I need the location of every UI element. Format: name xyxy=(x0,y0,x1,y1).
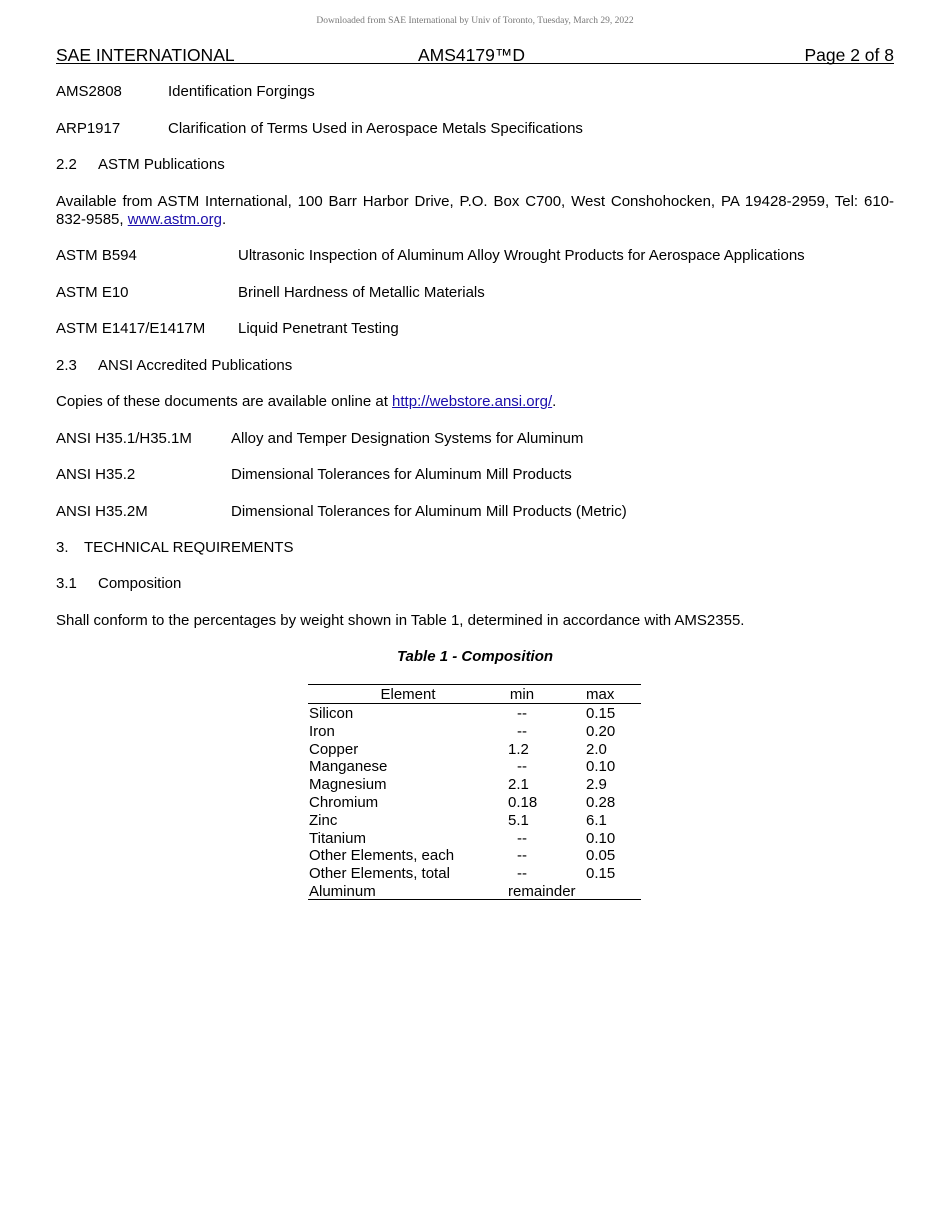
ref-code: ASTM E1417/E1417M xyxy=(56,320,206,337)
ref-title: Liquid Penetrant Testing xyxy=(238,320,399,337)
table-cell-max: 2.0 xyxy=(586,740,607,758)
ref-code: ASTM B594 xyxy=(56,247,137,264)
table-cell-min: -- xyxy=(517,829,527,847)
table-cell-min: 1.2 xyxy=(508,740,529,758)
table-cell-min: 5.1 xyxy=(508,811,529,829)
section-title: TECHNICAL REQUIREMENTS xyxy=(84,539,294,556)
section-number: 3. xyxy=(56,539,69,556)
table-cell-max: 2.9 xyxy=(586,776,607,794)
table-cell-min: -- xyxy=(517,865,527,883)
section-number: 2.2 xyxy=(56,156,77,173)
ref-title: Identification Forgings xyxy=(168,83,315,100)
ref-code: ANSI H35.1/H35.1M xyxy=(56,430,192,447)
table-top-rule xyxy=(308,684,641,685)
table-cell-max: 0.10 xyxy=(586,758,616,776)
table-cell-element: Other Elements, total xyxy=(309,865,450,883)
column-header-element: Element xyxy=(380,686,436,703)
table-cell-element: Iron xyxy=(309,722,335,740)
table-cell-min: -- xyxy=(517,705,527,722)
ansi-webstore-link[interactable]: http://webstore.ansi.org/ xyxy=(392,393,553,410)
ref-title: Alloy and Temper Designation Systems for Aluminum xyxy=(231,430,584,447)
table-cell-element: Other Elements, each xyxy=(309,847,455,865)
table-cell-min: -- xyxy=(517,758,527,776)
section-title: ASTM Publications xyxy=(98,156,225,173)
table-cell-max: 0.15 xyxy=(586,865,616,883)
table-cell-max: 0.10 xyxy=(586,829,616,847)
table-cell-min: remainder xyxy=(508,883,576,900)
section-title: ANSI Accredited Publications xyxy=(98,357,293,374)
ref-code: ASTM E10 xyxy=(56,284,129,301)
ref-title: Dimensional Tolerances for Aluminum Mill Products xyxy=(231,466,572,483)
ref-code: ARP1917 xyxy=(56,120,121,137)
table-cell-element: Copper xyxy=(309,740,359,758)
composition-paragraph: Shall conform to the percentages by weight shown in Table 1, determined in accordance with AMS2355. xyxy=(56,612,745,629)
section-number: 2.3 xyxy=(56,357,77,374)
table-cell-min: 2.1 xyxy=(508,776,529,794)
ref-title: Brinell Hardness of Metallic Materials xyxy=(238,284,485,301)
header-doc-id: AMS4179™D xyxy=(418,45,525,65)
ansi-intro-text: Copies of these documents are available online at xyxy=(56,393,393,410)
astm-intro-text: Available from ASTM International, 100 Barr Harbor Drive, P.O. Box C700, West Conshohocken, PA 19428-2959, Tel: 610-832-9585, xyxy=(56,193,894,228)
header-page: Page 2 of 8 xyxy=(804,45,894,65)
download-notice: Downloaded from SAE International by Univ of Toronto, Tuesday, March 29, 2022 xyxy=(316,16,634,26)
table-bottom-rule xyxy=(308,899,641,900)
table-cell-element: Manganese xyxy=(309,758,388,776)
table-cell-min: -- xyxy=(517,722,527,740)
table-cell-max: 0.05 xyxy=(586,847,616,865)
table-cell-max: 0.28 xyxy=(586,794,616,811)
ref-code: ANSI H35.2 xyxy=(56,466,136,483)
table-header-rule xyxy=(308,703,641,704)
table-cell-max: 0.20 xyxy=(586,722,616,740)
table-cell-min: 0.18 xyxy=(508,794,538,811)
ref-code: AMS2808 xyxy=(56,83,122,100)
column-header-min: min xyxy=(509,686,535,703)
table-cell-element: Zinc xyxy=(309,811,338,829)
table-caption: Table 1 - Composition xyxy=(396,648,554,665)
table-cell-element: Magnesium xyxy=(309,776,387,794)
ref-code: ANSI H35.2M xyxy=(56,503,148,520)
table-cell-element: Aluminum xyxy=(309,883,376,900)
column-header-max: max xyxy=(586,686,615,703)
section-number: 3.1 xyxy=(56,575,77,592)
header-org: SAE INTERNATIONAL xyxy=(56,45,235,65)
table-cell-min: -- xyxy=(517,847,527,865)
ref-title: Dimensional Tolerances for Aluminum Mill Products (Metric) xyxy=(231,503,627,520)
astm-website-link[interactable]: www.astm.org xyxy=(127,211,222,228)
table-cell-element: Chromium xyxy=(309,794,379,811)
period: . xyxy=(552,393,557,410)
astm-availability-paragraph xyxy=(56,193,894,229)
ansi-availability-paragraph xyxy=(56,393,556,411)
ref-title: Clarification of Terms Used in Aerospace Metals Specifications xyxy=(168,120,583,137)
table-cell-max: 6.1 xyxy=(586,811,607,829)
table-cell-element: Titanium xyxy=(309,829,366,847)
header-rule xyxy=(56,63,894,64)
table-cell-element: Silicon xyxy=(309,705,354,722)
ref-title: Ultrasonic Inspection of Aluminum Alloy Wrought Products for Aerospace Applications xyxy=(238,247,805,264)
table-cell-max: 0.15 xyxy=(586,705,616,722)
section-title: Composition xyxy=(98,575,182,592)
period: . xyxy=(221,211,227,228)
